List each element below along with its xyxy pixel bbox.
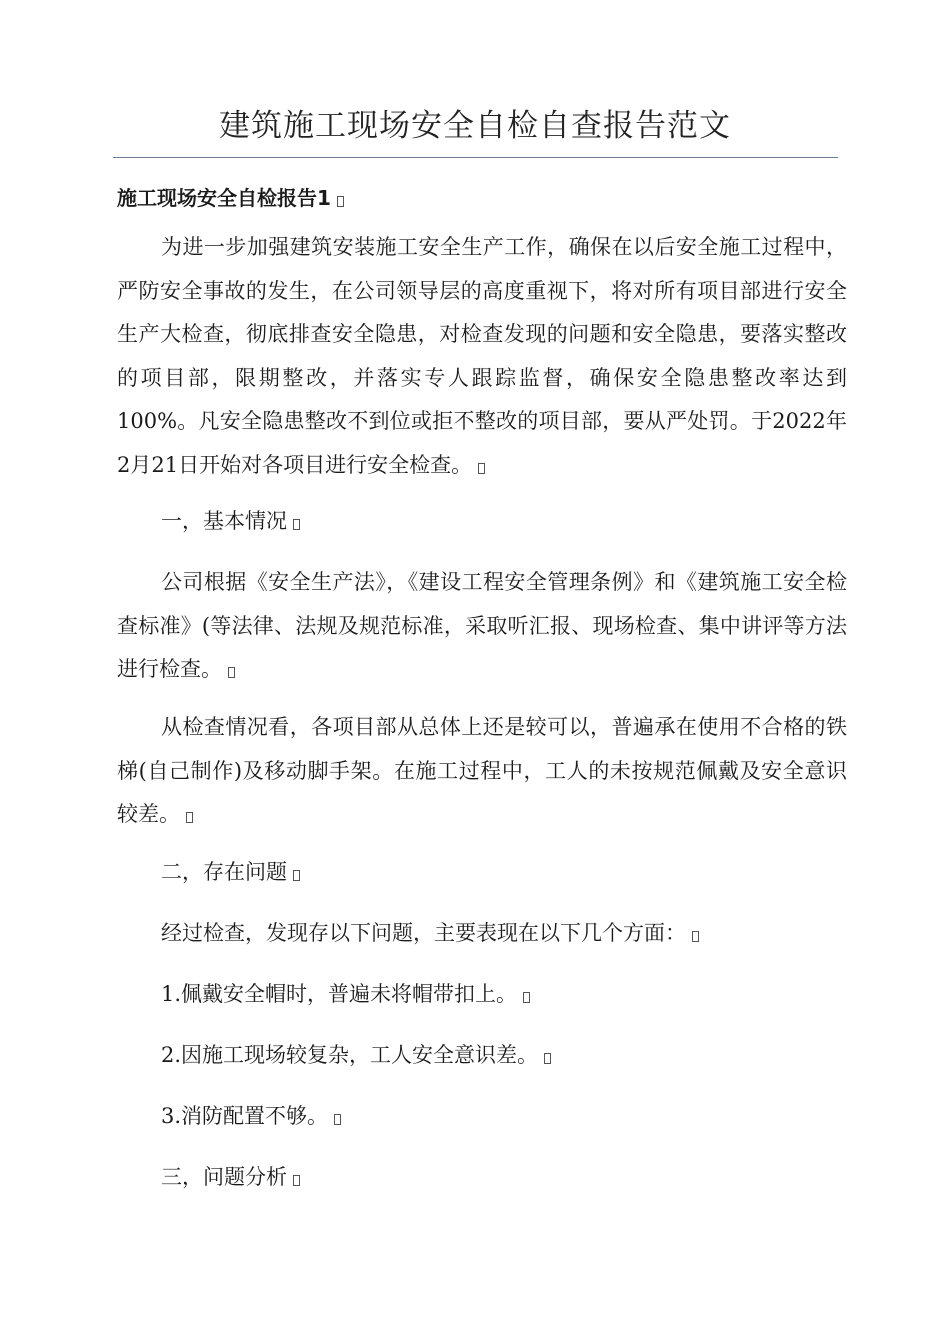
paragraph-problems-intro bbox=[117, 912, 847, 956]
paragraph-mark-icon bbox=[293, 1175, 300, 1186]
subheading-problem-analysis bbox=[117, 1156, 847, 1200]
paragraph-mark-icon bbox=[478, 463, 485, 474]
list-item-text: 2.因施工现场较复杂，工人安全意识差。 bbox=[161, 1043, 539, 1067]
paragraph-mark-icon bbox=[337, 196, 344, 207]
list-item bbox=[117, 1034, 847, 1078]
paragraph-mark-icon bbox=[523, 992, 530, 1003]
list-item bbox=[117, 1095, 847, 1139]
paragraph-text: 从检查情况看，各项目部从总体上还是较可以，普遍承在使用不合格的铁梯(自己制作)及移动脚手架。在施工过程中，工人的未按规范佩戴及安全意识较差。 bbox=[117, 715, 847, 826]
section-heading-text: 施工现场安全自检报告1 bbox=[117, 186, 331, 210]
paragraph-mark-icon bbox=[692, 931, 699, 942]
subheading-existing-problems bbox=[117, 851, 847, 895]
list-item-text: 1.佩戴安全帽时，普遍未将帽带扣上。 bbox=[161, 982, 518, 1006]
paragraph-text: 公司根据《安全生产法》，《建设工程安全管理条例》和《建筑施工安全检查标准》(等法律、法规及规范标准，采取听汇报、现场检查、集中讲评等方法进行检查。 bbox=[117, 570, 847, 681]
title-divider bbox=[113, 157, 838, 158]
subheading-text: 三，问题分析 bbox=[161, 1165, 287, 1189]
section-heading bbox=[117, 182, 344, 211]
list-item bbox=[117, 973, 847, 1017]
paragraph-mark-icon bbox=[334, 1114, 341, 1125]
paragraph-text: 经过检查，发现存以下问题，主要表现在以下几个方面： bbox=[161, 921, 686, 945]
subheading-basic-situation bbox=[117, 500, 847, 544]
paragraph-intro bbox=[117, 226, 847, 487]
paragraph-text: 为进一步加强建筑安装施工安全生产工作，确保在以后安全施工过程中，严防安全事故的发生，在公司领导层的高度重视下，将对所有项目部进行安全生产大检查，彻底排查安全隐患，对检查发现的问题和安全隐患，要落实整改的项目部，限期整改，并落实专人跟踪监督，确保安全隐患整改率达到100%。凡安全隐患整改不到位或拒不整改的项目部，要从严处罚。于2022年2月21日开始对各项目进行安全检查。 bbox=[117, 235, 847, 477]
paragraph-mark-icon bbox=[228, 667, 235, 678]
subheading-text: 一，基本情况 bbox=[161, 509, 287, 533]
paragraph-mark-icon bbox=[293, 519, 300, 530]
list-item-text: 3.消防配置不够。 bbox=[161, 1104, 329, 1128]
paragraph-mark-icon bbox=[293, 870, 300, 881]
subheading-text: 二，存在问题 bbox=[161, 860, 287, 884]
document-title: 建筑施工现场安全自检自查报告范文 bbox=[219, 108, 731, 144]
paragraph-findings bbox=[117, 706, 847, 837]
paragraph-mark-icon bbox=[544, 1053, 551, 1064]
paragraph-mark-icon bbox=[186, 812, 193, 823]
paragraph-basis bbox=[117, 561, 847, 692]
